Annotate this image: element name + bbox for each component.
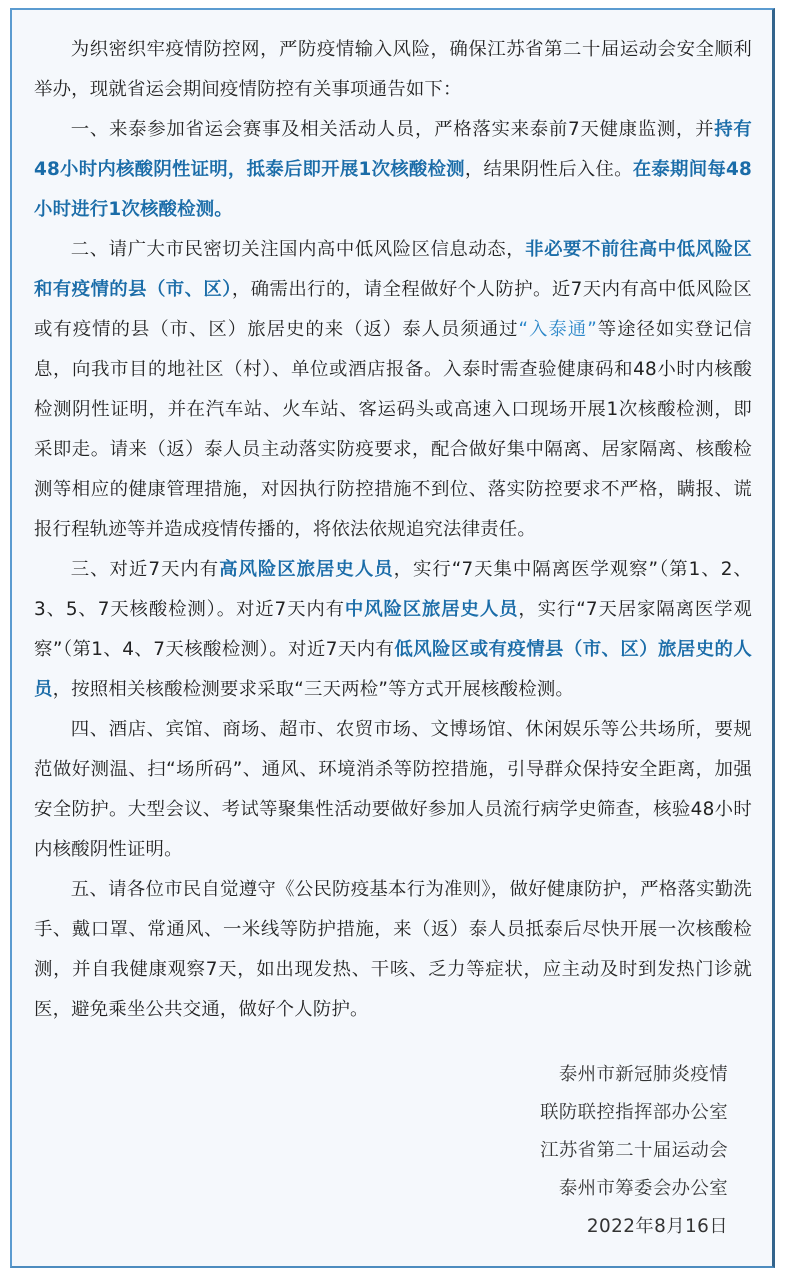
signature-date: 2022年8月16日 [586, 1216, 728, 1237]
text-run: 二、请广大市民密切关注国内高中低风险区信息动态， [70, 239, 526, 260]
signature-line: 江苏省第二十届运动会 [540, 1140, 728, 1161]
highlighted-text-run: 持有48小时内核酸阴性证明，抵泰后即开展1次核酸检测 [34, 119, 752, 180]
highlighted-text-run: 非必要不前往高中低风险区和有疫情的县（市、区） [34, 239, 752, 300]
highlighted-text-run: 在泰期间每48小时进行1次核酸检测。 [34, 159, 752, 220]
highlighted-text-run-light: “入泰通” [518, 319, 597, 340]
paragraph-item-4 [34, 710, 752, 870]
signature-line: 泰州市新冠肺炎疫情 [558, 1064, 728, 1085]
text-run: ，结果阴性后入住。 [464, 159, 633, 180]
text-run: ，确需出行的，请全程做好个人防护。近7天内有高中低风险区或有疫情的县（市、区）旅居史的来（返）泰人员须通过 [34, 279, 752, 340]
highlighted-text-run: 低风险区或有疫情县（市、区）旅居史的人员 [34, 639, 752, 700]
paragraph-item-5 [34, 870, 752, 1030]
highlighted-text-run: 高风险区旅居史人员 [219, 559, 394, 580]
text-run: 四、酒店、宾馆、商场、超市、农贸市场、文博场馆、休闲娱乐等公共场所，要规范做好测温、扫“场所码”、通风、环境消杀等防控措施，引导群众保持安全距离，加强安全防护。大型会议、考试等聚集性活动要做好参加人员流行病学史筛查，核验48小时内核酸阴性证明。 [34, 719, 752, 860]
text-run: ，实行“7天集中隔离医学观察”（第1、2、3、5、7天核酸检测）。对近7天内有 [34, 559, 752, 620]
text-run: 等途径如实登记信息，向我市目的地社区（村）、单位或酒店报备。入泰时需查验健康码和48小时内核酸检测阴性证明，并在汽车站、火车站、客运码头或高速入口现场开展1次核酸检测，即采即走。请来（返）泰人员主动落实防疫要求，配合做好集中隔离、居家隔离、核酸检测等相应的健康管理措施，对因执行防控措施不到位、落实防控要求不严格，瞒报、谎报行程轨迹等并造成疫情传播的，将依法依规追究法律责任。 [34, 319, 752, 540]
paragraph-item-3 [34, 550, 752, 710]
paragraph-preamble [34, 30, 752, 110]
signature-line: 泰州市筹委会办公室 [558, 1178, 728, 1199]
signature-block [34, 1056, 752, 1246]
paragraph-item-1 [34, 110, 752, 230]
text-run: ，按照相关核酸检测要求采取“三天两检”等方式开展核酸检测。 [52, 679, 574, 700]
text-run: ，实行“7天居家隔离医学观察”（第1、4、7天核酸检测）。对近7天内有 [34, 599, 752, 660]
text-run: 三、对近7天内有 [70, 559, 220, 580]
text-run: 为织密织牢疫情防控网，严防疫情输入风险，确保江苏省第二十届运动会安全顺利举办，现就省运会期间疫情防控有关事项通告如下： [34, 39, 752, 100]
paragraph-item-2 [34, 230, 752, 550]
notice-body [12, 10, 772, 1246]
text-run: 一、来泰参加省运会赛事及相关活动人员，严格落实来泰前7天健康监测，并 [70, 119, 715, 140]
notice-card [10, 8, 775, 1268]
signature-line: 联防联控指挥部办公室 [540, 1102, 728, 1123]
text-run: 五、请各位市民自觉遵守《公民防疫基本行为准则》，做好健康防护，严格落实勤洗手、戴口罩、常通风、一米线等防护措施，来（返）泰人员抵泰后尽快开展一次核酸检测，并自我健康观察7天，如出现发热、干咳、乏力等症状，应主动及时到发热门诊就医，避免乘坐公共交通，做好个人防护。 [34, 879, 752, 1020]
highlighted-text-run: 中风险区旅居史人员 [344, 599, 519, 620]
